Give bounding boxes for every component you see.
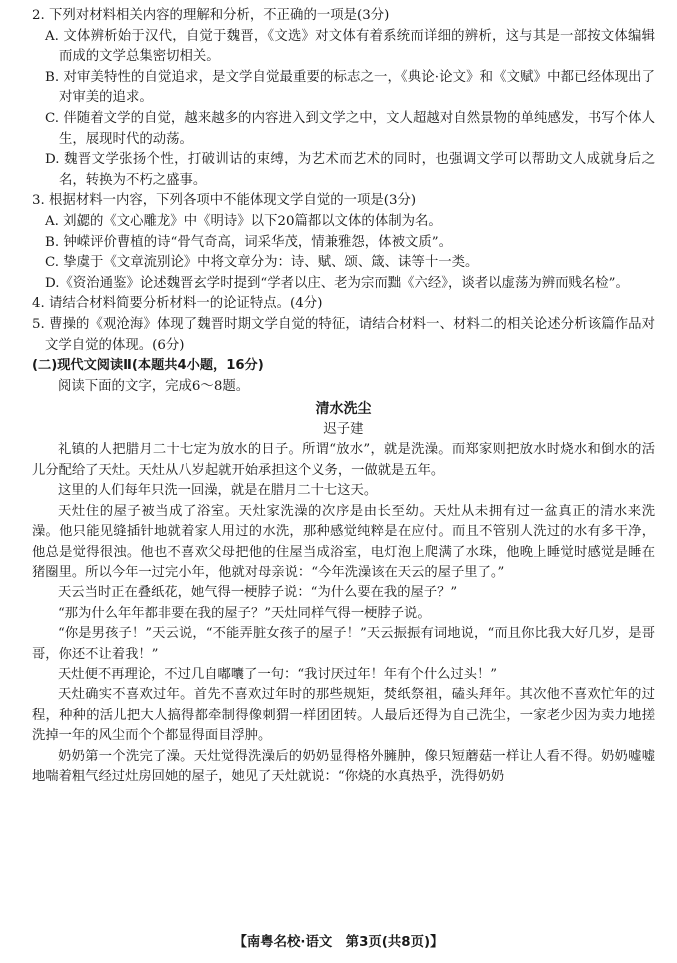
question-stem: 2. 下列对材料相关内容的理解和分析，不正确的一项是(3分) — [32, 8, 390, 23]
article-paragraph: 这里的人们每年只洗一回澡，就是在腊月二十七这天。 — [58, 483, 378, 499]
article-paragraph: 天云当时正在叠纸花，她气得一梗脖子说：“为什么要在我的屋子？” — [58, 585, 458, 601]
article-paragraph: 天灶住的屋子被当成了浴室。天灶家洗澡的次序是由长至幼。天灶从未拥有过一盆真正的清水来洗澡。他只能见缝插针地就着家人用过的水洗，那种感觉纯粹是在应付。而且不管别人洗过的水有多干净，他总是觉得很浊。他也不喜欢父母把他的住屋当成浴室，电灯泡上爬满了水珠，他晚上睡觉时感觉是睡在猪圈里。所以今年一过完小年，他就对母亲说：“今年洗澡该在天云的屋子里了。” — [32, 503, 655, 580]
article-paragraph: 奶奶第一个洗完了澡。天灶觉得洗澡后的奶奶显得格外臃肿，像只短蘑菇一样让人看不得。奶奶嘘嘘地喘着粗气经过灶房回她的屋子，她见了天灶就说：“你烧的水真热乎，洗得奶奶 — [32, 748, 655, 784]
option-b: B. 对审美特性的自觉追求，是文学自觉最重要的标志之一，《典论·论文》和《文赋》中都已经体现出了对审美的追求。 — [45, 69, 655, 106]
option-c: C. 伴随着文学的自觉，越来越多的内容进入到文学之中，文人超越对自然景物的单纯感发，书写个体人生，展现时代的动荡。 — [45, 110, 655, 147]
section-instruction: 阅读下面的文字，完成6～8题。 — [58, 378, 250, 394]
article-author: 迟子建 — [323, 421, 364, 437]
option-b: B. 钟嵘评价曹植的诗“骨气奇高，词采华茂，情兼雅怨，体被文质”。 — [45, 234, 452, 250]
article-paragraph: “那为什么年年都非要在我的屋子？”天灶同样气得一梗脖子说。 — [58, 605, 431, 621]
question-2 — [32, 6, 655, 191]
question-stem: 3. 根据材料一内容，下列各项中不能体现文学自觉的一项是(3分) — [32, 193, 417, 209]
page-footer: 【南粤名校·语文 第3页(共8页)】 — [233, 935, 444, 950]
question-5 — [32, 315, 655, 356]
page-content — [32, 6, 655, 787]
article-title: 清水洗尘 — [315, 401, 372, 418]
option-d: D. 魏晋文学张扬个性，打破训诂的束缚，为艺术而艺术的同时，也强调文学可以帮助文人成就身后之名，转换为不朽之盛事。 — [45, 152, 655, 188]
option-a: A. 刘勰的《文心雕龙》中《明诗》以下20篇都以文体的体制为名。 — [45, 213, 442, 229]
article-paragraph: “你是男孩子！”天云说，“不能弄脏女孩子的屋子！”天云振振有词地说，“而且你比我大好几岁，是哥哥，你还不让着我！” — [32, 626, 655, 662]
question-3 — [32, 191, 655, 294]
article-paragraph: 礼镇的人把腊月二十七定为放水的日子。所谓“放水”，就是洗澡。而郑家则把放水时烧水和倒水的活儿分配给了天灶。天灶从八岁起就开始承担这个义务，一做就是五年。 — [32, 442, 655, 478]
option-c: C. 挚虞于《文章流别论》中将文章分为：诗、赋、颂、箴、诔等十一类。 — [45, 255, 479, 271]
article-paragraph: 天灶便不再理论，不过几自嘟囔了一句：“我讨厌过年！年有个什么过头！” — [58, 666, 498, 682]
section-heading: (二)现代文阅读Ⅱ(本题共4小题，16分) — [32, 358, 264, 374]
article-paragraph: 天灶确实不喜欢过年。首先不喜欢过年时的那些规矩，焚纸祭祖，磕头拜年。其次他不喜欢忙年的过程，种种的活儿把大人搞得都牵制得像刺猬一样团团转。人最后还得为自己洗尘，一家老少因为卖力地搓洗掉一年的风尘而个个都显得面目浮肿。 — [32, 687, 655, 744]
article-body — [32, 440, 655, 787]
question-4 — [32, 294, 655, 315]
question-stem: 5. 曹操的《观沧海》体现了魏晋时期文学自觉的特征，请结合材料一、材料二的相关论述分析该篇作品对文学自觉的体现。(6分) — [32, 316, 655, 353]
question-stem: 4. 请结合材料简要分析材料一的论证特点。(4分) — [32, 296, 323, 312]
option-a: A. 文体辨析始于汉代，自觉于魏晋，《文选》对文体有着系统而详细的辨析，这与其是一部按文体编辑而成的文学总集密切相关。 — [45, 28, 655, 65]
option-d: D.《资治通鉴》论述魏晋玄学时提到“学者以庄、老为宗而黜《六经》，谈者以虚荡为辨而贱名检”。 — [45, 275, 629, 291]
